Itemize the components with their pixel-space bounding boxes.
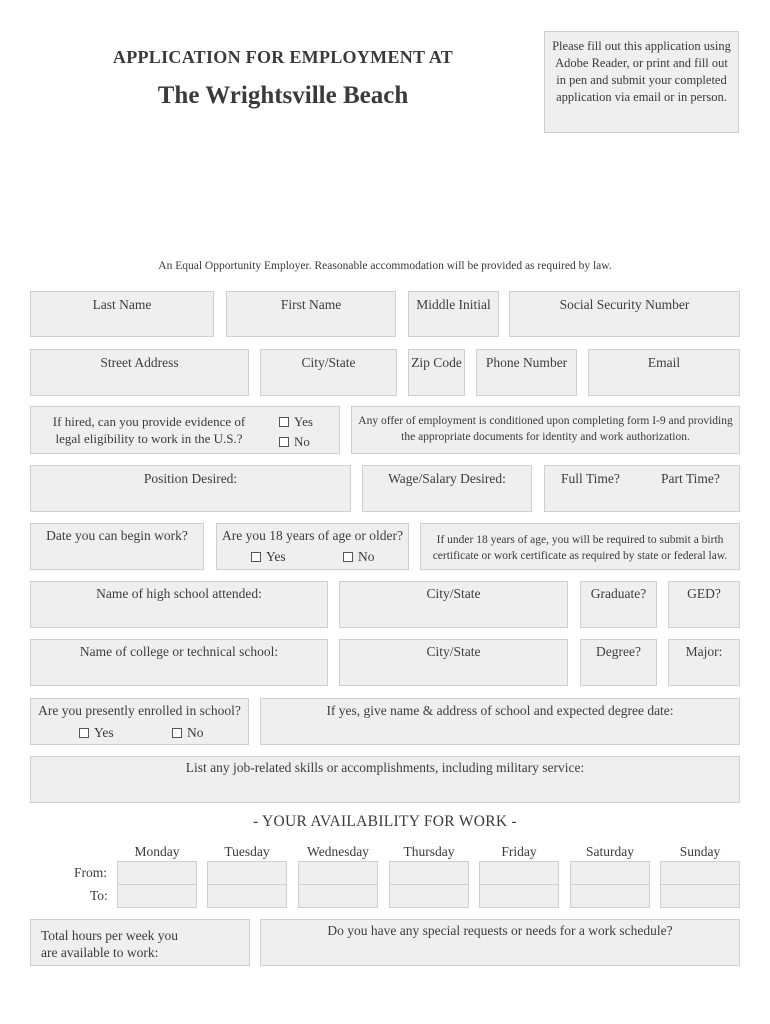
wage-desired-label: Wage/Salary Desired: — [388, 471, 506, 486]
sunday-from-field[interactable] — [660, 861, 740, 885]
enrolled-question-box — [30, 698, 249, 745]
minor-notice: If under 18 years of age, you will be required to submit a birth certificate or work certificate as required by state or federal law. — [432, 534, 728, 562]
schedule-requests-field[interactable] — [260, 919, 740, 966]
day-header-saturday: Saturday — [586, 844, 634, 859]
hs-city-state-label: City/State — [426, 586, 481, 601]
phone-field[interactable] — [476, 349, 577, 396]
degree-label: Degree? — [596, 644, 641, 659]
wage-desired-field[interactable] — [362, 465, 532, 512]
tuesday-to-field[interactable] — [207, 884, 287, 908]
degree-field[interactable] — [580, 639, 657, 686]
enrolled-yes-label: Yes — [94, 725, 114, 740]
day-header-wednesday: Wednesday — [307, 844, 369, 859]
school-details-field[interactable] — [260, 698, 740, 745]
phone-label: Phone Number — [485, 355, 568, 370]
age-yes-checkbox[interactable] — [251, 552, 261, 562]
middle-initial-field[interactable] — [408, 291, 499, 337]
age-no-label: No — [358, 549, 375, 564]
email-label: Email — [647, 355, 681, 370]
skills-field[interactable] — [30, 756, 740, 803]
saturday-to-field[interactable] — [570, 884, 650, 908]
tuesday-from-field[interactable] — [207, 861, 287, 885]
ssn-label: Social Security Number — [559, 297, 690, 312]
eligibility-yes[interactable] — [279, 414, 313, 430]
friday-to-field[interactable] — [479, 884, 559, 908]
age-no[interactable] — [343, 549, 375, 565]
eligibility-yes-label: Yes — [294, 414, 313, 429]
friday-from-field[interactable] — [479, 861, 559, 885]
instructions-text: Please fill out this application using Adobe Reader, or print and fill out in pen and submit your completed application via email or in person. — [552, 39, 731, 104]
last-name-field[interactable] — [30, 291, 214, 337]
enrolled-no[interactable] — [172, 725, 204, 741]
graduate-label: Graduate? — [590, 586, 647, 601]
high-school-field[interactable] — [30, 581, 328, 628]
day-header-thursday: Thursday — [403, 844, 455, 859]
city-state-label: City/State — [301, 355, 356, 370]
schedule-requests-label: Do you have any special requests or needs for a work schedule? — [327, 923, 673, 938]
full-time-label: Full Time? — [561, 471, 620, 486]
i9-notice-box — [351, 406, 740, 454]
start-date-field[interactable] — [30, 523, 204, 570]
age-yes-label: Yes — [266, 549, 286, 564]
day-header-monday: Monday — [134, 844, 180, 859]
eligibility-question: If hired, can you provide evidence of legal eligibility to work in the U.S.? — [52, 414, 246, 446]
wednesday-to-field[interactable] — [298, 884, 378, 908]
email-field[interactable] — [588, 349, 740, 396]
i9-notice: Any offer of employment is conditioned upon completing form I-9 and providing the appropriate documents for identity and work authorization. — [358, 415, 733, 443]
day-header-sunday: Sunday — [679, 844, 721, 859]
company-name: The Wrightsville Beach — [157, 82, 409, 109]
street-address-field[interactable] — [30, 349, 249, 396]
thursday-from-field[interactable] — [389, 861, 469, 885]
wednesday-from-field[interactable] — [298, 861, 378, 885]
college-city-state-field[interactable] — [339, 639, 568, 686]
high-school-label: Name of high school attended: — [96, 586, 262, 601]
major-field[interactable] — [668, 639, 740, 686]
minor-notice-box — [420, 523, 740, 570]
ssn-field[interactable] — [509, 291, 740, 337]
college-label: Name of college or technical school: — [79, 644, 279, 659]
college-field[interactable] — [30, 639, 328, 686]
major-label: Major: — [685, 644, 723, 659]
monday-to-field[interactable] — [117, 884, 197, 908]
position-desired-field[interactable] — [30, 465, 351, 512]
form-title: APPLICATION FOR EMPLOYMENT AT — [112, 47, 454, 67]
enrolled-no-label: No — [187, 725, 204, 740]
total-hours-field[interactable] — [30, 919, 250, 966]
availability-heading: - YOUR AVAILABILITY FOR WORK - — [252, 813, 518, 830]
total-hours-label: Total hours per week you are available to work: — [41, 928, 179, 960]
instructions-box — [544, 31, 739, 133]
ged-field[interactable] — [668, 581, 740, 628]
graduate-field[interactable] — [580, 581, 657, 628]
ged-label: GED? — [687, 586, 721, 601]
eligibility-no-label: No — [294, 434, 310, 449]
enrolled-yes-checkbox[interactable] — [79, 728, 89, 738]
age-question-label: Are you 18 years of age or older? — [221, 528, 404, 543]
to-label: To: — [90, 888, 108, 903]
school-details-label: If yes, give name & address of school and expected degree date: — [326, 703, 674, 718]
street-address-label: Street Address — [100, 355, 179, 370]
college-city-state-label: City/State — [426, 644, 481, 659]
zip-code-field[interactable] — [408, 349, 465, 396]
first-name-label: First Name — [280, 297, 342, 312]
eligibility-question-box — [30, 406, 340, 454]
enrolled-no-checkbox[interactable] — [172, 728, 182, 738]
sunday-to-field[interactable] — [660, 884, 740, 908]
last-name-label: Last Name — [92, 297, 152, 312]
eligibility-yes-checkbox[interactable] — [279, 417, 289, 427]
start-date-label: Date you can begin work? — [46, 528, 188, 543]
employment-type-field[interactable] — [544, 465, 740, 512]
enrolled-yes[interactable] — [79, 725, 114, 741]
skills-label: List any job-related skills or accomplishments, including military service: — [185, 760, 585, 775]
day-header-friday: Friday — [501, 844, 537, 859]
eeo-notice: An Equal Opportunity Employer. Reasonable accommodation will be provided as required by law. — [158, 260, 612, 272]
saturday-from-field[interactable] — [570, 861, 650, 885]
enrolled-question-label: Are you presently enrolled in school? — [38, 703, 241, 718]
city-state-field[interactable] — [260, 349, 397, 396]
position-desired-label: Position Desired: — [143, 471, 238, 486]
age-no-checkbox[interactable] — [343, 552, 353, 562]
from-label: From: — [74, 865, 108, 880]
hs-city-state-field[interactable] — [339, 581, 568, 628]
age-yes[interactable] — [251, 549, 286, 565]
monday-from-field[interactable] — [117, 861, 197, 885]
zip-code-label: Zip Code — [411, 355, 462, 370]
eligibility-no[interactable] — [279, 434, 310, 450]
eligibility-no-checkbox[interactable] — [279, 437, 289, 447]
day-header-tuesday: Tuesday — [224, 844, 270, 859]
middle-initial-label: Middle Initial — [416, 297, 491, 312]
age-question-box — [216, 523, 409, 570]
part-time-label: Part Time? — [661, 471, 720, 486]
thursday-to-field[interactable] — [389, 884, 469, 908]
first-name-field[interactable] — [226, 291, 396, 337]
